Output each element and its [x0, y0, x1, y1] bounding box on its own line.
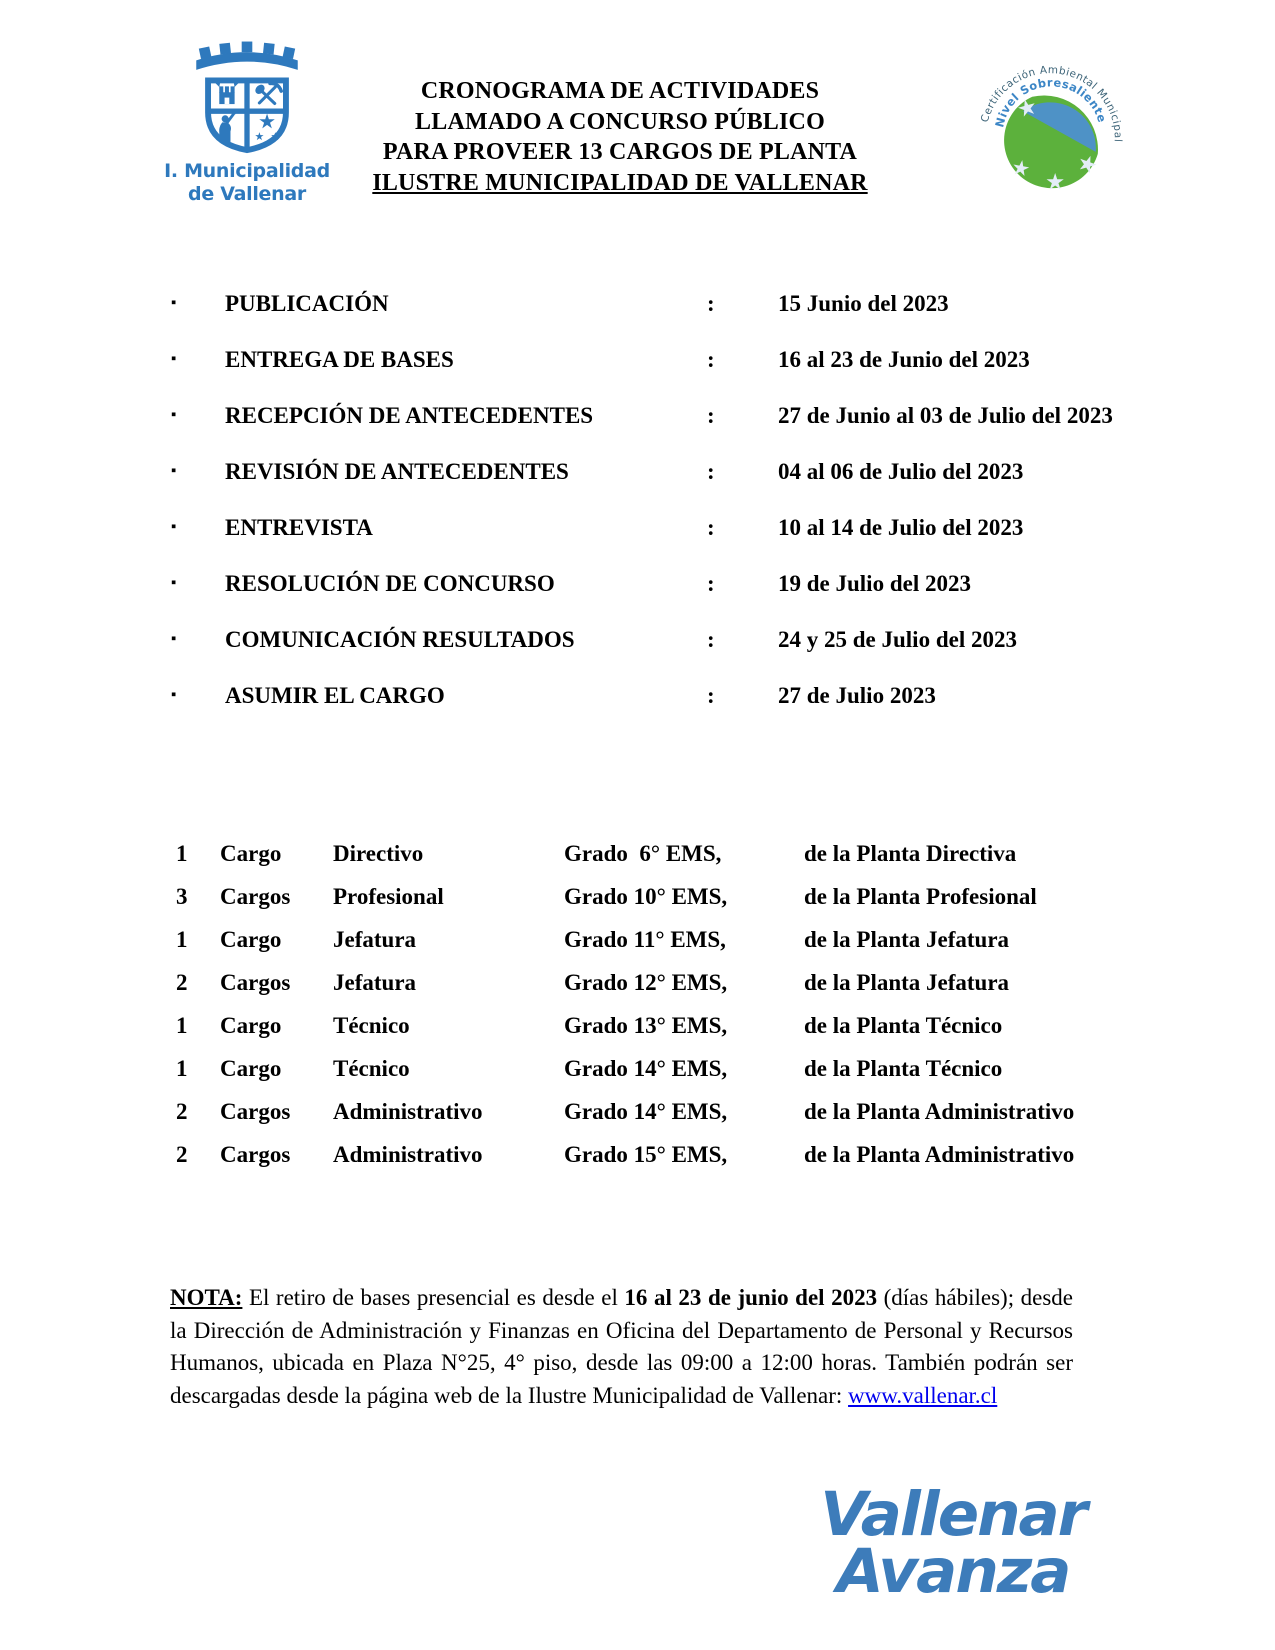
- schedule-label: ENTREGA DE BASES: [225, 347, 454, 372]
- position-unit: Cargo: [220, 841, 282, 866]
- schedule-item: [171, 287, 1151, 320]
- schedule-item: [171, 399, 1151, 432]
- nota-bold-dates: 16 al 23 de junio del 2023: [624, 1285, 878, 1310]
- table-row: [176, 839, 1126, 869]
- footer-logo-line2: Avanza: [836, 1536, 1070, 1607]
- schedule-item: [171, 623, 1151, 656]
- position-plant: de la Planta Técnico: [804, 1013, 1003, 1038]
- badge-outer-text: Certificación Ambiental Municipal: [978, 64, 1124, 143]
- position-unit: Cargo: [220, 1013, 282, 1038]
- schedule-value: 24 y 25 de Julio del 2023: [778, 627, 1017, 652]
- position-plant: de la Planta Directiva: [804, 841, 1017, 866]
- title-line-3: PARA PROVEER 13 CARGOS DE PLANTA: [382, 139, 858, 165]
- nota-label: NOTA:: [170, 1285, 243, 1310]
- position-count: 2: [176, 1099, 188, 1124]
- position-grade: Grado 11° EMS,: [564, 927, 726, 952]
- position-title: Profesional: [333, 884, 444, 909]
- document-title: [300, 76, 940, 198]
- position-count: 1: [176, 841, 188, 866]
- schedule-colon: :: [707, 627, 715, 652]
- position-plant: de la Planta Administrativo: [804, 1099, 1075, 1124]
- table-row: [176, 1097, 1126, 1127]
- schedule-label: COMUNICACIÓN RESULTADOS: [225, 627, 575, 652]
- bullet-icon: ▪: [171, 351, 177, 367]
- nota-link[interactable]: www.vallenar.cl: [848, 1382, 998, 1408]
- position-count: 2: [176, 970, 188, 995]
- position-title: Administrativo: [333, 1142, 483, 1167]
- schedule-colon: :: [707, 515, 715, 540]
- table-row: [176, 882, 1126, 912]
- table-row: [176, 925, 1126, 955]
- position-title: Jefatura: [333, 970, 417, 995]
- position-plant: de la Planta Administrativo: [804, 1142, 1075, 1167]
- position-plant: de la Planta Jefatura: [804, 970, 1010, 995]
- schedule-label: RESOLUCIÓN DE CONCURSO: [225, 571, 555, 596]
- bullet-icon: ▪: [171, 631, 177, 647]
- schedule-value: 19 de Julio del 2023: [778, 571, 971, 596]
- certification-badge: [973, 52, 1129, 208]
- schedule-item: [171, 455, 1151, 488]
- schedule-value: 15 Junio del 2023: [778, 291, 949, 316]
- position-plant: de la Planta Técnico: [804, 1056, 1003, 1081]
- position-count: 1: [176, 1056, 188, 1081]
- nota-text-before: El retiro de bases presencial es desde el: [242, 1285, 625, 1310]
- schedule-value: 27 de Julio 2023: [778, 683, 936, 708]
- position-grade: Grado 12° EMS,: [564, 970, 728, 995]
- schedule-label: RECEPCIÓN DE ANTECEDENTES: [225, 403, 594, 428]
- bullet-icon: ▪: [171, 463, 177, 479]
- schedule-label: ENTREVISTA: [225, 515, 373, 540]
- schedule-label: REVISIÓN DE ANTECEDENTES: [225, 459, 569, 484]
- position-unit: Cargo: [220, 1056, 282, 1081]
- bullet-icon: ▪: [171, 519, 177, 535]
- schedule-value: 10 al 14 de Julio del 2023: [778, 515, 1024, 540]
- schedule-colon: :: [707, 459, 715, 484]
- position-title: Administrativo: [333, 1099, 483, 1124]
- table-row: [176, 1140, 1126, 1170]
- position-grade: Grado 13° EMS,: [564, 1013, 728, 1038]
- schedule-item: [171, 679, 1151, 712]
- table-row: [176, 1054, 1126, 1084]
- schedule-list: [171, 287, 1151, 735]
- bullet-icon: ▪: [171, 407, 177, 423]
- schedule-colon: :: [707, 571, 715, 596]
- nota-text-after: (días hábiles); desde la Dirección de Administración y Finanzas en Oficina del Departamento de Personal y Recursos Humanos, ubicada en Plaza N°25, 4° piso, desde las 09:00 a 12:00 horas. También podrán ser descargadas desde la página web de la Ilustre Municipalidad de Vallenar:: [170, 1285, 1073, 1408]
- schedule-colon: :: [707, 683, 715, 708]
- title-line-1: CRONOGRAMA DE ACTIVIDADES: [420, 78, 820, 104]
- crown-icon: [196, 42, 297, 70]
- position-count: 2: [176, 1142, 188, 1167]
- schedule-colon: :: [707, 291, 715, 316]
- municipal-shield-icon: [188, 36, 306, 158]
- schedule-value: 16 al 23 de Junio del 2023: [778, 347, 1030, 372]
- position-unit: Cargos: [220, 1099, 291, 1124]
- position-count: 1: [176, 927, 188, 952]
- position-grade: Grado 14° EMS,: [564, 1056, 728, 1081]
- position-count: 3: [176, 884, 188, 909]
- title-line-4: ILUSTRE MUNICIPALIDAD DE VALLENAR: [372, 169, 868, 196]
- table-row: [176, 968, 1126, 998]
- bullet-icon: ▪: [171, 687, 177, 703]
- position-unit: Cargos: [220, 884, 291, 909]
- certification-badge-icon: [973, 52, 1129, 208]
- nota-paragraph: [170, 1282, 1073, 1412]
- position-title: Técnico: [333, 1056, 410, 1081]
- position-grade: Grado 6° EMS,: [564, 841, 722, 866]
- position-plant: de la Planta Jefatura: [804, 927, 1010, 952]
- position-unit: Cargos: [220, 1142, 291, 1167]
- schedule-value: 27 de Junio al 03 de Julio del 2023: [778, 403, 1113, 428]
- badge-inner-text: Nivel Sobresaliente: [992, 75, 1110, 129]
- table-row: [176, 1011, 1126, 1041]
- bullet-icon: ▪: [171, 575, 177, 591]
- positions-table: [176, 839, 1126, 1183]
- schedule-item: [171, 343, 1151, 376]
- schedule-label: ASUMIR EL CARGO: [225, 683, 445, 708]
- position-title: Directivo: [333, 841, 424, 866]
- position-unit: Cargo: [220, 927, 282, 952]
- position-title: Técnico: [333, 1013, 410, 1038]
- position-unit: Cargos: [220, 970, 291, 995]
- footer-logo: [798, 1479, 1108, 1607]
- position-grade: Grado 15° EMS,: [564, 1142, 728, 1167]
- schedule-item: [171, 567, 1151, 600]
- schedule-colon: :: [707, 347, 715, 372]
- position-grade: Grado 14° EMS,: [564, 1099, 728, 1124]
- footer-logo-line1: Vallenar: [820, 1479, 1086, 1550]
- position-plant: de la Planta Profesional: [804, 884, 1037, 909]
- bullet-icon: ▪: [171, 295, 177, 311]
- schedule-value: 04 al 06 de Julio del 2023: [778, 459, 1024, 484]
- position-grade: Grado 10° EMS,: [564, 884, 728, 909]
- position-count: 1: [176, 1013, 188, 1038]
- logo-caption-line2: de Vallenar: [188, 183, 306, 205]
- title-line-2: LLAMADO A CONCURSO PÚBLICO: [415, 108, 825, 135]
- schedule-label: PUBLICACIÓN: [225, 291, 389, 316]
- logo-caption-line1: I. Municipalidad: [164, 160, 330, 182]
- schedule-item: [171, 511, 1151, 544]
- position-title: Jefatura: [333, 927, 417, 952]
- schedule-colon: :: [707, 403, 715, 428]
